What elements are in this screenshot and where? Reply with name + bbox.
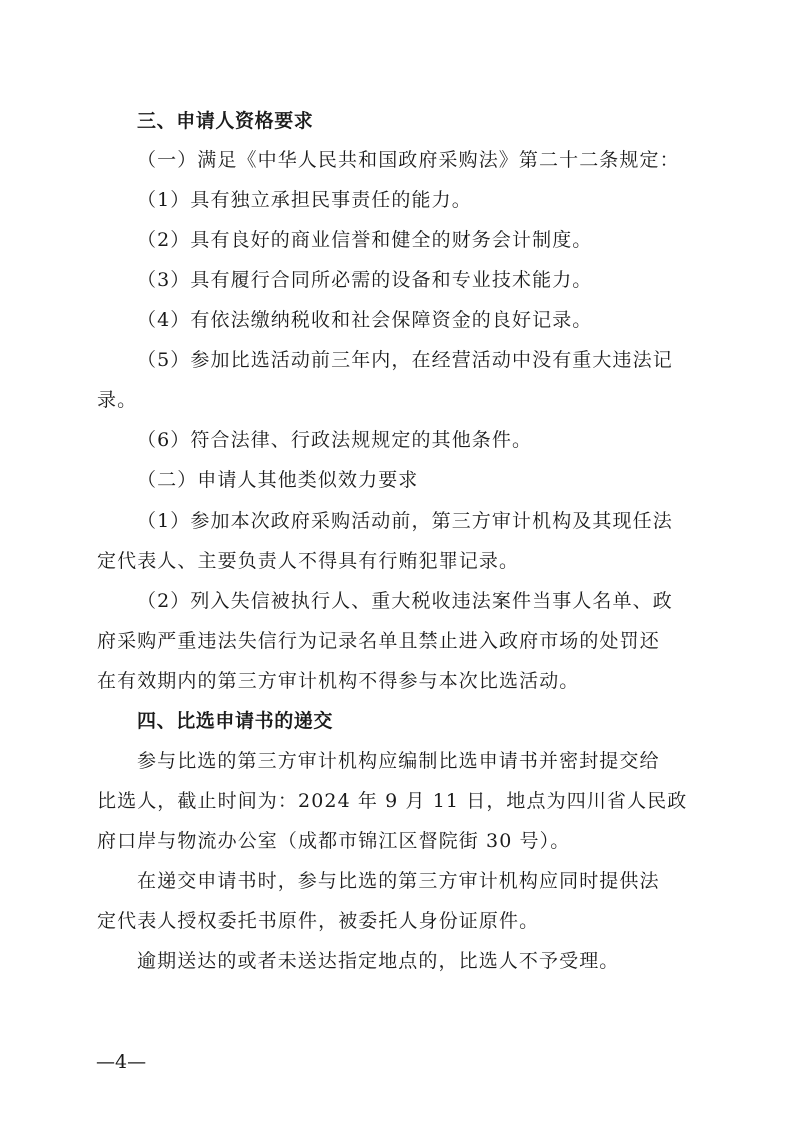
paragraph-continuation: 定代表人授权委托书原件，被委托人身份证原件。 bbox=[97, 910, 540, 932]
list-item-continuation: 府采购严重违法失信行为记录名单且禁止进入政府市场的处罚还 bbox=[97, 630, 660, 652]
list-item-continuation: 定代表人、主要负责人不得具有行贿犯罪记录。 bbox=[97, 550, 520, 572]
subsection-1: （一）满足《中华人民共和国政府采购法》第二十二条规定： bbox=[137, 149, 680, 171]
list-item: （4）有依法缴纳税收和社会保障资金的良好记录。 bbox=[137, 309, 593, 331]
paragraph: 在递交申请书时，参与比选的第三方审计机构应同时提供法 bbox=[137, 870, 660, 892]
paragraph: 参与比选的第三方审计机构应编制比选申请书并密封提交给 bbox=[137, 750, 660, 772]
list-item-continuation: 录。 bbox=[97, 389, 138, 411]
list-item: （6）符合法律、行政法规规定的其他条件。 bbox=[137, 429, 533, 451]
list-item: （5）参加比选活动前三年内，在经营活动中没有重大违法记 bbox=[137, 349, 673, 371]
list-item: （3）具有履行合同所必需的设备和专业技术能力。 bbox=[137, 269, 593, 291]
paragraph-continuation: 府口岸与物流办公室（成都市锦江区督院街 30 号）。 bbox=[97, 830, 571, 852]
subsection-2: （二）申请人其他类似效力要求 bbox=[137, 469, 419, 491]
list-item-continuation: 在有效期内的第三方审计机构不得参与本次比选活动。 bbox=[97, 670, 580, 692]
list-item: （1）参加本次政府采购活动前，第三方审计机构及其现任法 bbox=[137, 510, 673, 532]
section-heading-3: 三、申请人资格要求 bbox=[137, 110, 314, 132]
page-number: —4— bbox=[96, 1051, 147, 1073]
section-heading-4: 四、比选申请书的递交 bbox=[137, 710, 334, 732]
paragraph-continuation: 比选人，截止时间为：2024 年 9 月 11 日，地点为四川省人民政 bbox=[97, 790, 688, 812]
list-item: （1）具有独立承担民事责任的能力。 bbox=[137, 189, 472, 211]
list-item: （2）列入失信被执行人、重大税收违法案件当事人名单、政 bbox=[137, 590, 673, 612]
paragraph: 逾期送达的或者未送达指定地点的，比选人不予受理。 bbox=[137, 950, 620, 972]
list-item: （2）具有良好的商业信誉和健全的财务会计制度。 bbox=[137, 229, 593, 251]
